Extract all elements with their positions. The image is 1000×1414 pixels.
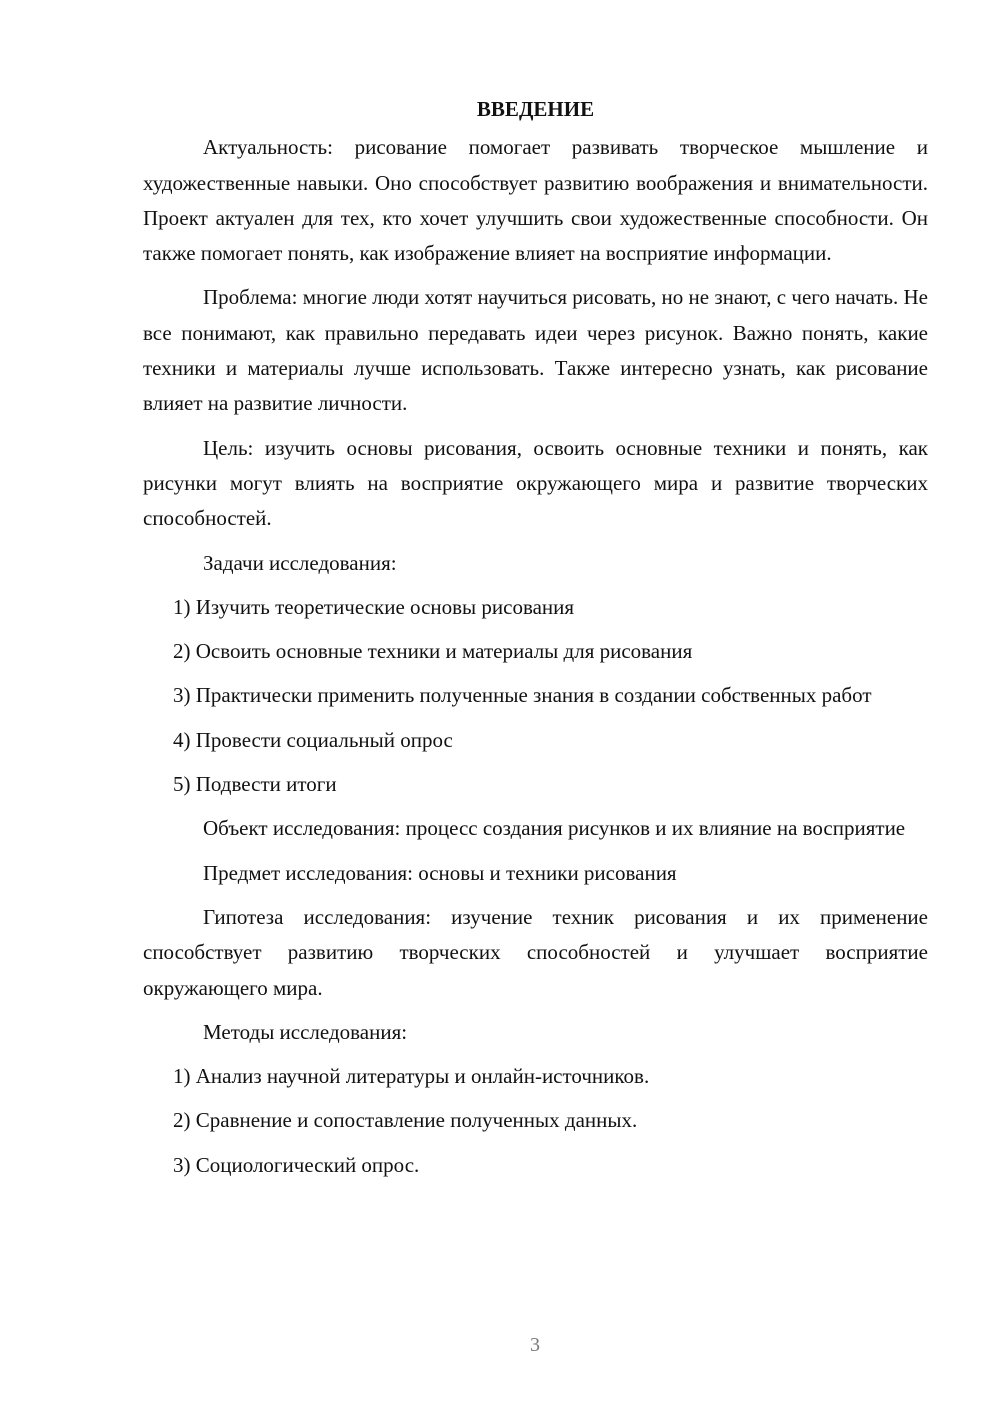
- paragraph-problem: Проблема: многие люди хотят научиться рисовать, но не знают, с чего начать. Не все понимают, как правильно передавать идеи через рисунок. Важно понять, какие техники и материалы лучше использовать. Также интересно узнать, как рисование влияет на развитие личности.: [143, 285, 928, 416]
- page-number: 3: [530, 1334, 540, 1356]
- method-item: 3) Социологический опрос.: [173, 1152, 420, 1177]
- paragraph-hypothesis: Гипотеза исследования: изучение техник рисования и их применение способствует развитию творческих способностей и улучшает восприятие окружающего мира.: [143, 904, 928, 1000]
- task-item: 5) Подвести итоги: [173, 772, 337, 797]
- tasks-heading: Задачи исследования:: [203, 550, 397, 575]
- task-item: 4) Провести социальный опрос: [173, 727, 453, 752]
- paragraph-relevance: Актуальность: рисование помогает развивать творческое мышление и художественные навыки. Оно способствует развитию воображения и внимательности. Проект актуален для тех, кто хочет улучшить свои художественные способности. Он также помогает понять, как изображение влияет на восприятие информации.: [143, 135, 928, 266]
- methods-heading: Методы исследования:: [203, 1019, 408, 1044]
- paragraph-subject: Предмет исследования: основы и техники рисования: [203, 860, 677, 885]
- task-item: 3) Практически применить полученные знания в создании собственных работ: [173, 683, 872, 708]
- page-content: [143, 92, 928, 1192]
- paragraph-object: Объект исследования: процесс создания рисунков и их влияние на восприятие: [203, 816, 906, 841]
- task-item: 2) Освоить основные техники и материалы для рисования: [173, 639, 693, 664]
- task-item: 1) Изучить теоретические основы рисования: [173, 594, 575, 619]
- paragraph-goal: Цель: изучить основы рисования, освоить основные техники и понять, как рисунки могут влиять на восприятие окружающего мира и развитие творческих способностей.: [143, 435, 928, 531]
- method-item: 1) Анализ научной литературы и онлайн-источников.: [173, 1064, 650, 1089]
- method-item: 2) Сравнение и сопоставление полученных данных.: [173, 1108, 638, 1133]
- section-title: ВВЕДЕНИЕ: [476, 97, 595, 121]
